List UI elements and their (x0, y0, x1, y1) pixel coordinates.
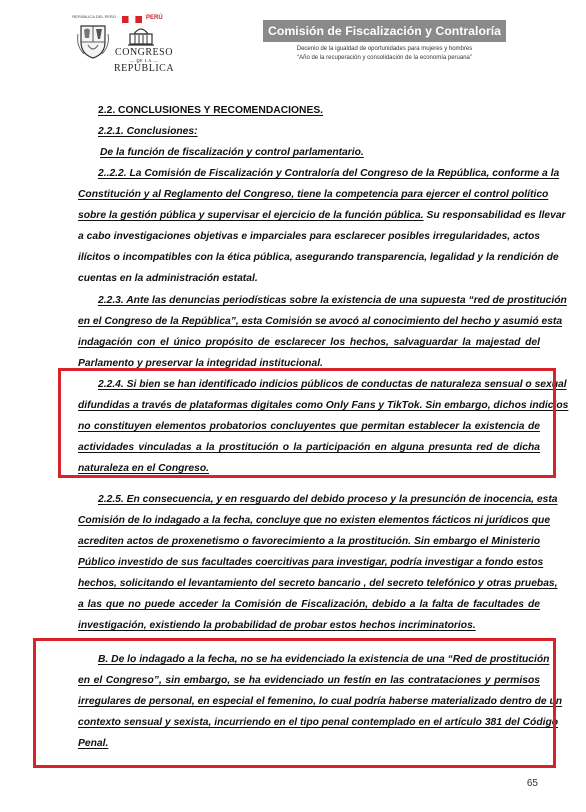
paragraph-2-2-4-line: 2.2.4. Si bien se han identificado indicios públicos de conductas de naturaleza sensual o sexual (98, 379, 567, 390)
paragraph-2-2-5-line: Público investido de sus facultades coercitivas para investigar, podría investigar a fondo estos (78, 557, 544, 568)
paragraph-2-2-4-line: actividades vinculadas a la prostitución o la participación en alguna presunta red de dicha (78, 442, 540, 453)
paragraph-2-2-2-line: 2..2.2. La Comisión de Fiscalización y Contraloría del Congreso de la República, conforme a la (98, 168, 560, 179)
paragraph-2-2-2-line: ilícitos o incompatibles con la ética pública, asegurando transparencia, legalidad y la rendición de (78, 252, 559, 263)
paragraph-2-2-2-line (78, 205, 566, 226)
paragraph-2-2-4-line: naturaleza en el Congreso. (78, 463, 210, 474)
coat-of-arms-icon (78, 20, 108, 60)
shield-caption: REPÚBLICA DEL PERÚ (72, 14, 116, 19)
paragraph-2-2-5-line: 2.2.5. En consecuencia, y en resguardo del debido proceso y la presunción de inocencia, esta (98, 494, 558, 505)
subsection-heading: 2.2.1. Conclusiones: (98, 126, 198, 137)
paragraph-2-2-2-line: cuentas en la administración estatal. (78, 273, 258, 284)
paragraph-b-line: B. De lo indagado a la fecha, no se ha evidenciado la existencia de una “Red de prostitución (98, 654, 550, 665)
paragraph-2-2-5-line: Comisión de lo indagado a la fecha, concluye que no existen elementos fácticos ni jurídicos que (78, 515, 551, 526)
decade-line: Decenio de la igualdad de oportunidades para mujeres y hombres (296, 46, 473, 52)
peru-flag-icon (122, 16, 142, 23)
highlight-box-b (33, 638, 563, 768)
paragraph-2-2-2-underlined-segment: sobre la gestión pública y supervisar el ejercicio de la función pública. (78, 210, 424, 221)
year-line: “Año de la recuperación y consolidación de la economía peruana” (297, 55, 472, 61)
paragraph-2-2-4-line: no constituyen elementos probatorios concluyentes que permitan establecer la existencia de (78, 421, 540, 432)
peru-label: PERÚ (146, 15, 163, 21)
commission-banner: Comisión de Fiscalización y Contraloría (263, 20, 506, 42)
paragraph-2-2-5-line: investigación, existiendo la probabilidad de probar estos hechos incriminatorios. (78, 620, 476, 631)
paragraph-2-2-2-line: a cabo investigaciones objetivas e imparciales para esclarecer posibles irregularidades, actos (78, 231, 540, 242)
page-number: 65 (526, 778, 538, 789)
institution-line-3: REPÚBLICA (114, 63, 175, 74)
paragraph-b-line: Penal. (78, 738, 109, 749)
highlight-box-2-2-4 (58, 368, 569, 478)
congress-building-icon (126, 24, 156, 46)
paragraph-2-2-3-line: 2.2.3. Ante las denuncias periodísticas sobre la existencia de una supuesta “red de prostitución (98, 295, 567, 306)
paragraph-2-2-2-plain-segment: Su responsabilidad es llevar (423, 210, 566, 221)
paragraph-2-2-4-line: difundidas a través de plataformas digitales como Only Fans y TikTok. Sin embargo, dichos indicios (78, 400, 569, 411)
paragraph-b-line: irregulares de personal, en especial el femenino, lo cual podría haberse materializado dentro de un (78, 696, 563, 707)
paragraph-2-2-2-line: Constitución y al Reglamento del Congreso, tiene la competencia para ejercer el control político (78, 189, 549, 200)
institution-line-2: — DE LA — (129, 58, 159, 63)
paragraph-2-2-5-line: hechos, solicitando el levantamiento del secreto bancario , del secreto telefónico y otras pruebas, (78, 578, 558, 589)
paragraph-2-2-3-line: Parlamento y preservar la integridad institucional. (78, 358, 323, 369)
section-heading: 2.2. CONCLUSIONES Y RECOMENDACIONES. (98, 105, 324, 116)
congress-logo (72, 14, 178, 74)
institution-name (114, 47, 174, 74)
paragraph-b-line: contexto sensual y sexista, incurriendo en el tipo penal contemplado en el artículo 381 del Código (78, 717, 559, 728)
paragraph-2-2-5-line: acrediten actos de proxenetismo o favorecimiento a la prostitución. Sin embargo el Ministerio (78, 536, 540, 547)
paragraph-2-2-3-line: en el Congreso de la República”, esta Comisión se avocó al conocimiento del hecho y asumió esta (78, 316, 563, 327)
header-subtitle (263, 45, 506, 63)
topic-heading: De la función de fiscalización y control parlamentario. (100, 147, 364, 158)
paragraph-2-2-3-line: indagación con el único propósito de esclarecer los hechos, salvaguardar la majestad del (78, 337, 540, 348)
institution-line-1: CONGRESO (115, 47, 173, 58)
paragraph-b-line: en el Congreso”, sin embargo, se ha evidenciado un festín en las contrataciones y permisos (78, 675, 540, 686)
paragraph-2-2-5-line: a las que no puede acceder la Comisión de Fiscalización, debido a la falta de facultades de (78, 599, 540, 610)
